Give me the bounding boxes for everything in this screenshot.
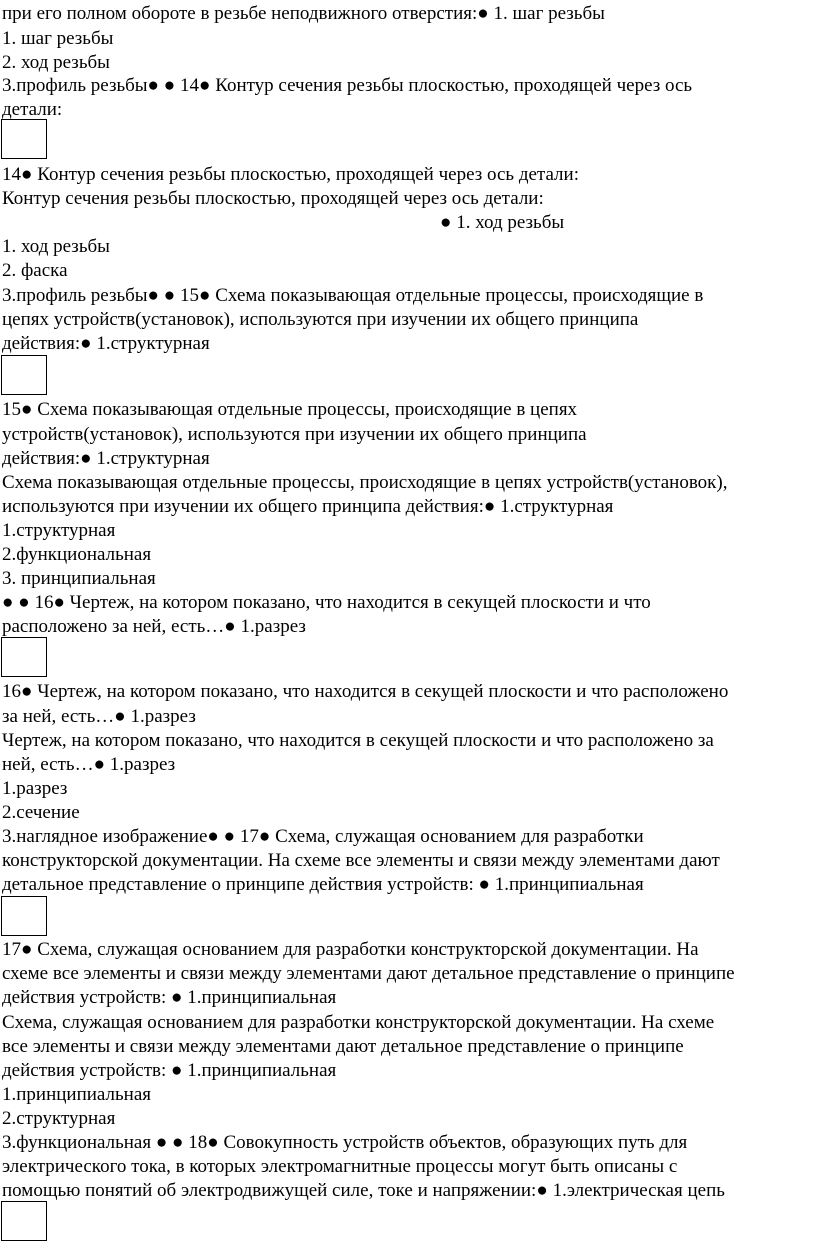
text-line: схеме все элементы и связи между элементами дают детальное представление о принципе bbox=[2, 963, 735, 984]
text-line: помощью понятий об электродвижущей силе, токе и напряжении:● 1.электрическая цепь bbox=[2, 1180, 725, 1201]
text-line: Чертеж, на котором показано, что находится в секущей плоскости и что расположено за bbox=[2, 730, 714, 751]
answer-checkbox[interactable] bbox=[1, 637, 47, 677]
text-line: действия:● 1.структурная bbox=[2, 448, 210, 469]
text-line: 17● Схема, служащая основанием для разработки конструкторской документации. На bbox=[2, 939, 699, 960]
text-line: расположено за ней, есть…● 1.разрез bbox=[2, 616, 306, 637]
text-line: 1. ход резьбы bbox=[2, 236, 110, 257]
answer-checkbox[interactable] bbox=[1, 1201, 47, 1241]
text-line: Контур сечения резьбы плоскостью, проходящей через ось детали: bbox=[2, 188, 544, 209]
text-line: 2.функциональная bbox=[2, 544, 152, 565]
text-line: используются при изучении их общего принципа действия:● 1.структурная bbox=[2, 496, 614, 517]
text-line: 1. шаг резьбы bbox=[2, 28, 114, 49]
text-line: электрического тока, в которых электромагнитные процессы могут быть описаны с bbox=[2, 1156, 678, 1177]
answer-checkbox[interactable] bbox=[1, 896, 47, 936]
text-line: детальное представление о принципе действия устройств: ● 1.принципиальная bbox=[2, 874, 644, 895]
text-line: действия устройств: ● 1.принципиальная bbox=[2, 987, 337, 1008]
text-line: все элементы и связи между элементами дают детальное представление о принципе bbox=[2, 1036, 684, 1057]
text-line: 1.принципиальная bbox=[2, 1084, 152, 1105]
text-line: 1.разрез bbox=[2, 778, 68, 799]
answer-checkbox[interactable] bbox=[1, 355, 47, 395]
text-line: 3.профиль резьбы● ● 15● Схема показывающая отдельные процессы, происходящие в bbox=[2, 285, 704, 306]
text-line: ● ● 16● Чертеж, на котором показано, что находится в секущей плоскости и что bbox=[2, 592, 651, 613]
text-line: 1.структурная bbox=[2, 520, 116, 541]
text-line: ● 1. ход резьбы bbox=[440, 212, 565, 233]
text-line: детали: bbox=[2, 99, 63, 120]
text-line: конструкторской документации. На схеме все элементы и связи между элементами дают bbox=[2, 850, 720, 871]
text-line: 3.наглядное изображение● ● 17● Схема, служащая основанием для разработки bbox=[2, 826, 644, 847]
text-line: 15● Схема показывающая отдельные процессы, происходящие в цепях bbox=[2, 399, 578, 420]
text-line: 3.профиль резьбы● ● 14● Контур сечения резьбы плоскостью, проходящей через ось bbox=[2, 75, 693, 96]
text-line: 3. принципиальная bbox=[2, 568, 156, 589]
text-line: Схема, служащая основанием для разработки конструкторской документации. На схеме bbox=[2, 1012, 715, 1033]
text-line: 2.сечение bbox=[2, 802, 80, 823]
text-line: действия устройств: ● 1.принципиальная bbox=[2, 1060, 337, 1081]
text-line: 2. ход резьбы bbox=[2, 52, 110, 73]
text-line: ней, есть…● 1.разрез bbox=[2, 754, 176, 775]
text-line: 14● Контур сечения резьбы плоскостью, проходящей через ось детали: bbox=[2, 164, 579, 185]
text-line: при его полном обороте в резьбе неподвижного отверстия:● 1. шаг резьбы bbox=[2, 3, 605, 24]
text-line: действия:● 1.структурная bbox=[2, 333, 210, 354]
text-line: Схема показывающая отдельные процессы, происходящие в цепях устройств(установок), bbox=[2, 472, 728, 493]
text-line: цепях устройств(установок), используются при изучении их общего принципа bbox=[2, 309, 639, 330]
text-line: устройств(установок), используются при изучении их общего принципа bbox=[2, 424, 587, 445]
text-line: за ней, есть…● 1.разрез bbox=[2, 706, 196, 727]
text-line: 2. фаска bbox=[2, 260, 68, 281]
text-line: 2.структурная bbox=[2, 1108, 116, 1129]
answer-checkbox[interactable] bbox=[1, 119, 47, 159]
text-line: 16● Чертеж, на котором показано, что находится в секущей плоскости и что расположено bbox=[2, 681, 729, 702]
text-line: 3.функциональная ● ● 18● Совокупность устройств объектов, образующих путь для bbox=[2, 1132, 688, 1153]
